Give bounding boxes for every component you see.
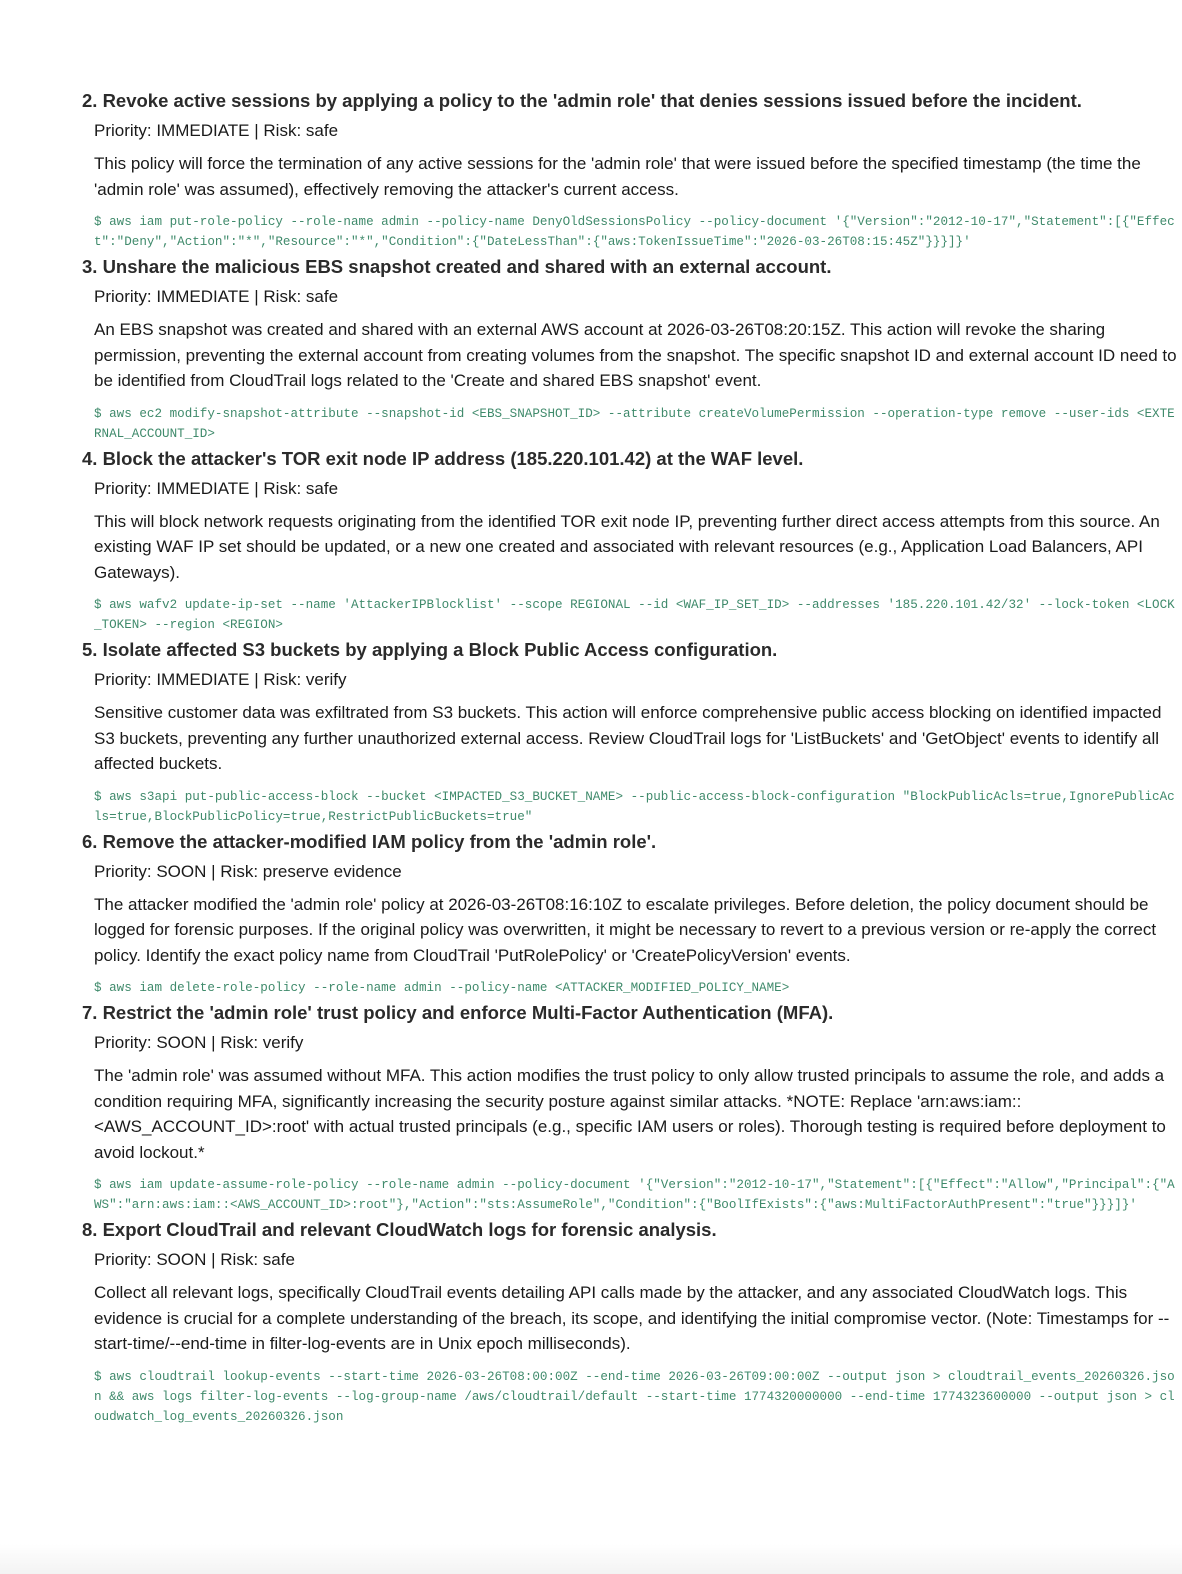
step-title: 2. Revoke active sessions by applying a policy to the 'admin role' that denies sessions issued before the incident. [82,90,1082,111]
remediation-step [82,88,1177,252]
page-bottom-fade [0,1544,1182,1574]
step-command[interactable]: $ aws iam update-assume-role-policy --role-name admin --policy-document '{"Version":"2012-10-17","Statement":[{"Effect":"Allow","Principal":{"AWS":"arn:aws:iam::<AWS_ACCOUNT_ID>:root"},"Action":"sts:AssumeRole","Condition":{"BoolIfExists":{"aws:MultiFactorAuthPresent":"true"}}}]}' [94,1178,1175,1212]
step-priority-risk: Priority: IMMEDIATE | Risk: safe [94,287,339,306]
remediation-step [82,637,1177,827]
step-description: Collect all relevant logs, specifically CloudTrail events detailing API calls made by the attacker, and any associated CloudWatch logs. This evidence is crucial for a complete understanding of the breach, its scope, and identifying the initial compromise vector. (Note: Timestamps for --start-time/--end-time in filter-log-events are in Unix epoch milliseconds). [94,1283,1170,1353]
step-description: This will block network requests originating from the identified TOR exit node IP, preventing further direct access attempts from this source. An existing WAF IP set should be updated, or a new one created and associated with relevant resources (e.g., Application Load Balancers, API Gateways). [94,511,1160,582]
step-title: 3. Unshare the malicious EBS snapshot created and shared with an external account. [82,256,832,277]
remediation-step [82,446,1177,636]
step-description: This policy will force the termination of any active sessions for the 'admin role' that were issued before the specified timestamp (the time the 'admin role' was assumed), effectively removing the attacker's current access. [94,154,1141,199]
step-title: 5. Isolate affected S3 buckets by applying a Block Public Access configuration. [82,639,778,660]
step-description: Sensitive customer data was exfiltrated from S3 buckets. This action will enforce comprehensive public access blocking on identified impacted S3 buckets, preventing any further unauthorized external access. Review CloudTrail logs for 'ListBuckets' and 'GetObject' events to identify all affected buckets. [94,703,1162,773]
remediation-step [82,1000,1177,1215]
remediation-steps-list [82,88,1177,1429]
remediation-step [82,829,1177,999]
step-priority-risk: Priority: SOON | Risk: verify [94,1033,304,1052]
step-priority-risk: Priority: IMMEDIATE | Risk: safe [94,478,339,498]
step-command[interactable]: $ aws cloudtrail lookup-events --start-time 2026-03-26T08:00:00Z --end-time 2026-03-26T09:00:00Z --output json > cloudtrail_events_20260326.json && aws logs filter-log-events --log-group-name /aws/cloudtrail/default --start-time 1774320000000 --end-time 1774323600000 --output json > cloudwatch_log_events_20260326.json [94,1369,1175,1424]
step-command[interactable]: $ aws s3api put-public-access-block --bucket <IMPACTED_S3_BUCKET_NAME> --public-access-block-configuration "BlockPublicAcls=true,IgnorePublicAcls=true,BlockPublicPolicy=true,RestrictPublicBuckets=true" [94,789,1175,824]
step-priority-risk: Priority: SOON | Risk: preserve evidence [94,861,402,881]
remediation-step [82,254,1177,444]
step-priority-risk: Priority: SOON | Risk: safe [94,1250,295,1269]
step-title: 4. Block the attacker's TOR exit node IP address (185.220.101.42) at the WAF level. [82,447,804,469]
step-command[interactable]: $ aws iam put-role-policy --role-name admin --policy-name DenyOldSessionsPolicy --policy-document '{"Version":"2012-10-17","Statement":[{"Effect":"Deny","Action":"*","Resource":"*","Condition":{"DateLessThan":{"aws:TokenIssueTime":"2026-03-26T08:15:45Z"}}}]}' [94,215,1175,249]
step-priority-risk: Priority: IMMEDIATE | Risk: safe [94,121,339,140]
step-command[interactable]: $ aws ec2 modify-snapshot-attribute --snapshot-id <EBS_SNAPSHOT_ID> --attribute createVolumePermission --operation-type remove --user-ids <EXTERNAL_ACCOUNT_ID> [94,406,1175,441]
remediation-step [82,1217,1177,1427]
step-command[interactable]: $ aws wafv2 update-ip-set --name 'AttackerIPBlocklist' --scope REGIONAL --id <WAF_IP_SET_ID> --addresses '185.220.101.42/32' --lock-token <LOCK_TOKEN> --region <REGION> [94,598,1175,632]
step-title: 8. Export CloudTrail and relevant CloudWatch logs for forensic analysis. [82,1219,717,1240]
step-title: 7. Restrict the 'admin role' trust policy and enforce Multi-Factor Authentication (MFA). [82,1002,834,1023]
step-command[interactable]: $ aws iam delete-role-policy --role-name admin --policy-name <ATTACKER_MODIFIED_POLICY_NAME> [94,981,790,995]
step-title: 6. Remove the attacker-modified IAM policy from the 'admin role'. [82,830,657,852]
step-description: An EBS snapshot was created and shared with an external AWS account at 2026-03-26T08:20:15Z. This action will revoke the sharing permission, preventing the external account from creating volumes from the snapshot. The specific snapshot ID and external account ID need to be identified from CloudTrail logs related to the 'Create and shared EBS snapshot' event. [94,320,1177,390]
step-priority-risk: Priority: IMMEDIATE | Risk: verify [94,670,347,689]
step-description: The attacker modified the 'admin role' policy at 2026-03-26T08:16:10Z to escalate privileges. Before deletion, the policy document should be logged for forensic purposes. If the original policy was overwritten, it might be necessary to revert to a previous version or re-apply the correct policy. Identify the exact policy name from CloudTrail 'PutRolePolicy' or 'CreatePolicyVersion' events. [94,894,1157,965]
step-description: The 'admin role' was assumed without MFA. This action modifies the trust policy to only allow trusted principals to assume the role, and adds a condition requiring MFA, significantly increasing the security posture against similar attacks. *NOTE: Replace 'arn:aws:iam::<AWS_ACCOUNT_ID>:root' with actual trusted principals (e.g., specific IAM users or roles). Thorough testing is required before deployment to avoid lockout.* [94,1066,1166,1162]
